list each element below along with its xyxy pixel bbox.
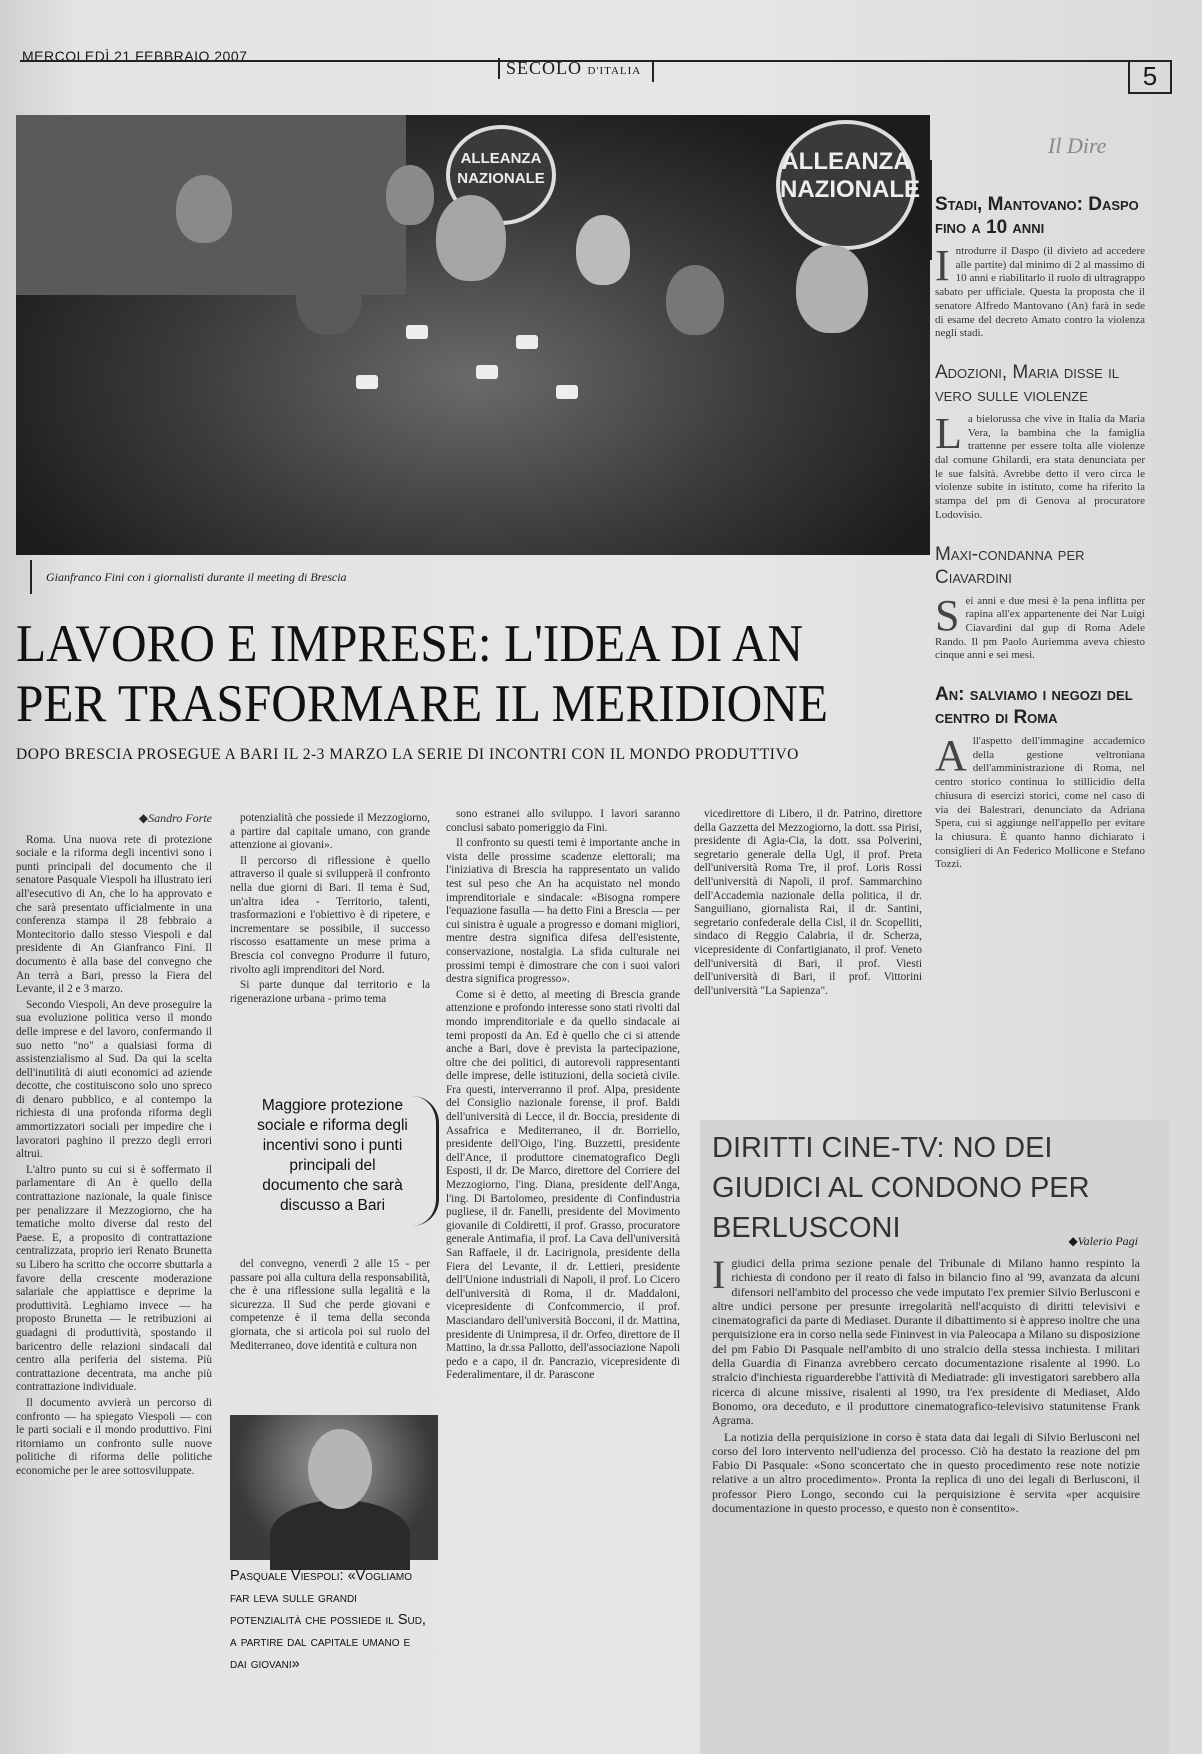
photo-caption: Gianfranco Fini con i giornalisti durante il meeting di Brescia xyxy=(30,560,347,594)
paragraph: Il percorso di riflessione è quello attraverso il quale si svilupperà il confronto nella due giorni di Bari. Il tema è Sud, un'altra idea - Territorio, talenti, trasformazioni e l'obiettivo è di ripetere, e incrementare se possibile, il successo riscosso esattamente un mese prima a Brescia col convegno Produrre il futuro, rivolto agli imprenditori del Nord. xyxy=(230,854,430,976)
paragraph: potenzialità che possiede il Mezzogiorno, a partire dal capitale umano, con grande attenzione ai giovani». xyxy=(230,812,430,852)
drop-cap: L xyxy=(935,408,962,458)
main-headline xyxy=(16,614,858,734)
person-head xyxy=(576,215,630,285)
paragraph: Secondo Viespoli, An deve proseguire la sua evoluzione politica verso il mondo delle imprese e del lavoro, confermando il suo netto "no" a qualsiasi forma di assistenzialismo al Sud. Da qui la scelta dell'inutilità di aiuti economici ad aziende decotte, che costituiscono solo uno spreco di denaro pubblico, e al contempo la richiesta di una profonda riforma degli ammortizzatori sociali per impedire che i lavoratori paghino il prezzo degli errori altrui. xyxy=(16,998,212,1161)
article-column-2 xyxy=(230,812,430,1008)
pull-quote-brace xyxy=(412,1096,439,1226)
article-column-1 xyxy=(16,812,212,1481)
issue-date: MERCOLEDÌ 21 FEBBRAIO 2007 xyxy=(22,48,248,64)
paragraph: Come si è detto, al meeting di Brescia grande attenzione e profondo interesse sono stati rivolti dal mondo imprenditoriale e da quello sindacale ai temi proposti da An. Ed è quello che ci si attende anche a Bari, dove è prevista la partecipazione, oltre che dei politici, di autorevoli rappresentanti delle imprese, delle istituzioni, della società civile. Fra questi, interverranno il prof. Alpa, presidente del Consiglio nazionale forense, il prof. Baldi dell'università di Lecce, il dr. Boccia, presidente di Assafrica e Mediterraneo, il dr. Borriello, presidente dell'Oigo, l'ing. Buzzetti, presidente dell'Ance, il produttore cinematografico Degli Esposti, il dr. De Marco, direttore del Corriere del Mezzogiorno, l'ing. Diana, presidente dell'Anga, l'ing. Di Bartolomeo, presidente di Confindustria pugliese, il dr. Fanelli, presidente del Movimento giovanile di Coldiretti, il prof. Grasso, procuratore generale Antimafia, il prof. La Cava dell'università San Raffaele, il dr. Lacirignola, presidente della Fiera del Levante, il dr. Lettieri, presidente dell'Unione industriali di Napoli, il prof. Lo Cicero dell'università di Roma, il dr. Maddaloni, vicepresidente di Confcommercio, il prof. Masciandaro dell'università Bocconi, il dr. Mattina, presidente di Unimpresa, il dr. Orfeo, direttore de Il Mattino, la dr.ssa Pallotto, dell'associazione Napoli pedo e a capo, il dr. Pancrazio, vicepresidente di Federalimentare, il dr. Parascone xyxy=(446,988,680,1382)
brief-item xyxy=(935,361,1145,523)
brief-headline: Stadi, Mantovano: Daspo fino a 10 anni xyxy=(935,194,1139,238)
brief-item xyxy=(935,683,1145,872)
paragraph: sono estranei allo sviluppo. I lavori saranno conclusi sabato pomeriggio da Fini. xyxy=(446,808,680,834)
paragraph: Roma. Una nuova rete di protezione sociale e la riforma degli incentivi sono i punti principali del documento che il senatore Pasquale Viespoli ha illustrato ieri all'esecutivo di An, che lo ha approvato e che sarà presentato ufficialmente in una conferenza stampa il 28 febbraio a Montecitorio dallo stesso Viespoli e dal presidente di An Gianfranco Fini. Il documento è alla base del convegno che An terrà a Bari, presso la Fiera del Levante, il 2 e 3 marzo. xyxy=(16,833,212,996)
article-column-4 xyxy=(694,808,922,1000)
microphone xyxy=(356,375,378,389)
person-head xyxy=(796,245,868,333)
person-head xyxy=(296,255,362,335)
boxed-article-body xyxy=(712,1252,1140,1517)
brief-headline: Adozioni, Maria disse il vero sulle violenze xyxy=(935,361,1119,406)
news-sidebar xyxy=(935,155,1145,892)
boxed-article-headline: DIRITTI CINE-TV: NO DEI GIUDICI AL CONDONO PER BERLUSCONI xyxy=(712,1132,1090,1244)
microphone xyxy=(516,335,538,349)
person-head xyxy=(666,265,724,335)
brief-text: ei anni e due mesi è la pena inflitta per rapina all'ex appartenente dei Nar Luigi Ciavardini dal gup di Roma Adele Rando. Il pm Paolo Auriemma aveva chiesto cinque anni e sei mesi. xyxy=(935,594,1145,662)
paragraph xyxy=(712,1252,1140,1428)
headline-line-1: LAVORO E IMPRESE: L'IDEA DI AN xyxy=(16,615,804,673)
person-face xyxy=(308,1429,372,1509)
brief-headline: An: salviamo i negozi del centro di Roma xyxy=(935,684,1133,729)
drop-cap: S xyxy=(935,590,960,640)
sidebar-rule xyxy=(930,160,932,260)
person-body xyxy=(270,1500,410,1570)
viespoli-caption: Pasquale Viespoli: «Vogliamo far leva sulle grandi potenzialità che possiede il Sud, a partire dal capitale umano e dai giovani» xyxy=(230,1568,426,1672)
paper-title: SECOLO xyxy=(506,58,583,78)
article-byline: ◆ Sandro Forte xyxy=(16,812,212,826)
paragraph: L'altro punto su cui si è soffermato il parlamentare di An è quello della contrattazione nazionale, la quale finisce per penalizzare il Mezzogiorno, che ha tematiche molto diverse dal resto del Paese. E, a proposito di contrattazione centralizzata, proprio ieri Renato Brunetta su Libero ha scritto che occorre sbuttarla a favore della crescente moderazione salariale che appiattisce e deprime la produttività. Leghiamo invece — ha proposto Brunetta — le retribuzioni ai guadagni di produttività, spostando il baricentro delle relazioni sindacali dal centro alla periferia del sistema. Più contrattazione decentrata, ma anche più contrattazione individuale. xyxy=(16,1163,212,1394)
paper-name xyxy=(498,58,641,79)
brief-text: ll'aspetto dell'immagine accademico della gestione veltroniana dell'amministrazione di Roma, nel centro storico continua lo stillicidio della chiusura di esercizi storici, come nel caso di via dei Balestrari, denunciato da Adriana Spera, cui si aggiunge nell'appello per evitare la chiusura. È quanto hanno dichiarato i consiglieri di An Federico Mollicone e Stefano Tozzi. xyxy=(935,735,1145,871)
header-divider xyxy=(652,62,654,82)
brief-item xyxy=(935,193,1145,341)
paragraph: del convegno, venerdì 2 alle 15 - per passare poi alla cultura della responsabilità, che è una riflessione sulla legalità e la sicurezza. Il Sud che perde giovani e competenze è il tema della seconda giornata, che si articola poi sul ruolo del Mediterraneo, dove identità e cultura non xyxy=(230,1258,430,1352)
headline-line-2: PER TRASFORMARE IL MERIDIONE xyxy=(16,675,828,733)
brief-text: ntrodurre il Daspo (il divieto ad accedere alle partite) dal minimo di 2 al massimo di 10 anni e riabilitarlo il ruolo di ultragrappo sabato per ufficiale. Questa la proposta che il senatore Alfredo Mantovano (An) farà in sede di esame del decreto Amato contro la violenza negli stadi. xyxy=(935,245,1145,340)
paper-suffix: D'ITALIA xyxy=(587,65,642,77)
article-column-2-continued xyxy=(230,1258,430,1355)
brief-body xyxy=(935,241,1145,341)
microphone xyxy=(406,325,428,339)
main-photo xyxy=(16,115,930,555)
brief-item xyxy=(935,543,1145,664)
drop-cap: I xyxy=(712,1252,726,1297)
drop-cap: A xyxy=(935,731,967,781)
article-kicker: DOPO BRESCIA PROSEGUE A BARI IL 2-3 MARZO LA SERIE DI INCONTRI CON IL MONDO PRODUTTIVO xyxy=(16,746,799,763)
viespoli-photo xyxy=(230,1415,438,1560)
brief-body xyxy=(935,408,1145,523)
brief-headline: Maxi-condanna per Ciavardini xyxy=(935,543,1085,588)
article-column-3 xyxy=(446,808,680,1385)
brief-body xyxy=(935,731,1145,872)
person-head xyxy=(436,195,506,281)
party-sign-right: ALLEANZA NAZIONALE xyxy=(776,120,916,250)
microphone xyxy=(476,365,498,379)
drop-cap: I xyxy=(935,241,950,290)
paragraph: vicedirettore di Libero, il dr. Patrino, direttore della Gazzetta del Mezzogiorno, la dott. ssa Pirisi, presidente di Agia-Cia, la dott. ssa Polverini, segretario generale della Ugl, il prof. Preta dell'università Roma Tre, il prof. Loris Rossi dell'università di Napoli, il prof. Sammarchino dell'Accademia nazionale della politica, il dr. Sanguiliano, giornalista Rai, il dr. Santini, segretario confederale della Cisl, il dr. Scopelliti, sindaco di Reggio Calabria, il dr. Scherza, vicepresidente di Confartigianato, il prof. Veneto dell'università di Bari, il prof. Viesti dell'università di Bari, il prof. Vittorini dell'università "La Sapienza". xyxy=(694,808,922,997)
paragraph: Il confronto su questi temi è importante anche in vista delle prossime scadenze elettorali; ma l'iniziativa di Brescia ha rappresentato un valido test sul peso che An ha acquistato nel mondo imprenditoriale e sindacale: «Bisogna rompere l'equazione fasulla — ha detto Fini a Brescia — per cui sinistra è uguale a progresso e domani migliori, mentre destra significa difesa dell'esistente, conservazione, nostalgia. La sfida culturale nei prossimi tempi è dimostrare che con i suoi valori destra significa progresso». xyxy=(446,837,680,986)
paragraph: La notizia della perquisizione in corso è stata data dai legali di Silvio Berlusconi nel corso del loro intervento nell'udienza del processo. Ciò ha destato la reazione del pm Fabio Di Pasquale: «Sono sconcertato che in questo procedimento rese note notizie relative a un altro procedimento». Pronta la replica di uno dei legali di Berlusconi, il professor Piero Longo, secondo cui la perquisizione è servita «per acquisire documentazione in questo processo, e questo non è consentito». xyxy=(712,1429,1140,1516)
page-number: 5 xyxy=(1128,62,1172,94)
paragraph: Si parte dunque dal territorio e la rigenerazione urbana - primo tema xyxy=(230,979,430,1005)
brief-body xyxy=(935,590,1145,664)
handwritten-note: Il Dire xyxy=(1048,133,1107,158)
person-head xyxy=(176,175,232,243)
boxed-article-byline: ◆ Valerio Pagi xyxy=(712,1234,1138,1249)
person-head xyxy=(386,165,434,225)
paragraph-text: giudici della prima sezione penale del Tribunale di Milano hanno respinto la richiesta di condono per il reato di falso in bilancio fino al '99, avanzata da alcuni difensori nell'ambito del processo che vede imputato l'ex premier Silvio Berlusconi e altre undici persone per presunte irregolarità nell'acquisto di diritti televisivi e cinematografici da parte di Mediaset. Durante il dibattimento si è appreso inoltre che una perquisizione era in corso nella sede Fininvest in via Paleocapa a Milano su disposizione del pm Fabio Di Pasquale nell'ambito di uno stralcio della stessa inchiesta. I militari della Guardia di Finanza avrebbero cercato documentazione risalente al 1990. Lo stralcio d'inchiesta riguarderebbe l'attività di Mediatrade: gli investigatori sarebbero alla ricerca di alcune missive, risalenti al 1990, tra l'ex presidente di Mediaset, Aldo Bonomo, ora deceduto, e il produttore cinematografico-televisivo statunitense Frank Agrama. xyxy=(712,1256,1140,1428)
paragraph: Il documento avvierà un percorso di confronto — ha spiegato Viespoli — con le parti sociali e il mondo produttivo. Fini ritorniamo un confronto sulle nuove politiche di riforma delle politiche economiche per le aree sottosviluppate. xyxy=(16,1396,212,1477)
party-sign-left: ALLEANZA NAZIONALE xyxy=(446,125,556,225)
brief-text: a bielorussa che vive in Italia da Maria Vera, la bambina che la famiglia trattenne per essere tolta alle violenze dal comune Ghilardi, era stata denunciata per le sue falsità. Avrebbe detto il vero circa le violenze subite in istituto, come ha riferito la stampa del pm di Genova al procuratore Lodovisio. xyxy=(935,412,1145,521)
pull-quote: Maggiore protezione sociale e riforma degli incentivi sono i punti principali del documento che sarà discusso a Bari xyxy=(257,1097,408,1214)
microphone xyxy=(556,385,578,399)
